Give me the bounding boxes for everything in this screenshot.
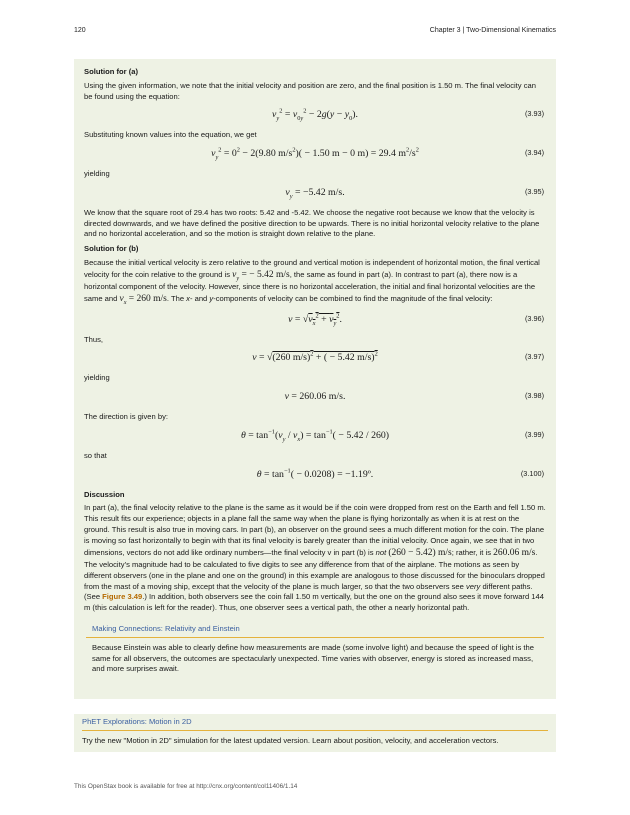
equation-3-95-math: $v_y = -5.42$ m/s. — [285, 186, 345, 200]
equation-number: (3.99) — [524, 429, 544, 439]
so-that-text: so that — [84, 450, 107, 460]
discussion-heading: Discussion — [84, 489, 125, 499]
yielding-text: yielding — [84, 373, 110, 383]
solution-box — [74, 59, 556, 699]
phet-title: PhET Explorations: Motion in 2D — [82, 717, 548, 731]
inline-math-vy: $v_y$ = − 5.42 m/s — [232, 269, 290, 282]
inline-math-result: 260.06 m/s — [493, 547, 536, 558]
direction-text: The direction is given by: — [84, 412, 168, 422]
solution-a-para1: Using the given information, we note that the initial velocity and position are zero, and the final position is 1.50 m. The final velocity can be found using the equation: — [84, 80, 536, 101]
connections-body: Because Einstein was able to clearly define how measurements are made (some involve light) and because the speed of light is the same for all observers, the outcomes are spectacularly unexpected. Time varies with observer, energy is stored as increased mass, and more surprises await. — [92, 642, 534, 674]
equation-3-95 — [84, 184, 546, 204]
thus-text: Thus, — [84, 334, 103, 344]
equation-3-99 — [84, 427, 546, 447]
connections-title: Making Connections: Relativity and Einstein — [86, 624, 544, 638]
inline-math-vx: $v_x = 260$ m/s — [119, 294, 167, 306]
solution-a-heading: Solution for (a) — [84, 67, 138, 76]
equation-3-93 — [84, 106, 546, 126]
phet-body: Try the new "Motion in 2D" simulation for the latest updated version. Learn about position, velocity, and acceleration vectors. — [82, 735, 499, 745]
equation-3-98-math: v = 260.06 m/s. — [284, 391, 346, 403]
equation-3-96 — [84, 311, 546, 331]
equation-3-97 — [84, 349, 546, 369]
equation-number: (3.97) — [524, 352, 544, 362]
footer-text: This OpenStax book is available for free at http://cnx.org/content/col11406/1.14 — [74, 783, 298, 790]
equation-3-98 — [84, 388, 546, 408]
solution-b-heading: Solution for (b) — [84, 244, 139, 254]
equation-3-94 — [84, 145, 546, 165]
equation-3-93-math: $v_y^2 = v_{0y}^2 - 2g(y - y_0)$. — [272, 108, 358, 123]
equation-3-99-math: $\theta = \tan^{-1}(v_y / v_x) = \tan^{-1}( - 5.42 / 260)$ — [240, 428, 390, 443]
connections-box — [86, 624, 544, 675]
figure-3-49-link[interactable]: Figure 3.49 — [102, 592, 143, 602]
inline-math-sum: (260 − 5.42) m/s — [388, 547, 452, 558]
equation-number: (3.96) — [524, 313, 544, 323]
equation-3-96-math: $v = √v_x^2 + v_y^2$. — [288, 312, 342, 327]
solution-b-para1: Because the initial vertical velocity is zero relative to the ground and vertical motion is independent of horizontal motion, the final vertical velocity for the coin relative to the ground is $v_y$ = − 5.42 m/s, the same as found in part (a). In contrast to part (a), there now is a horizontal component of the velocity. However, since there is no horizontal acceleration, the initial and final horizontal velocities are the same and $v_x = 260$ m/s. The x- and y-components of velocity can be combined to find the magnitude of the final velocity: — [84, 258, 540, 306]
equation-3-94-math: $v_y^2 = 0^2 - 2(9.80$ $m/s^2)( - 1.50$ m − 0 m) = 29.4 $m^2/s^2$ — [211, 146, 419, 162]
chapter-title: Chapter 3 | Two-Dimensional Kinematics — [429, 27, 556, 34]
equation-3-100-math: $\theta = \tan^{-1}( - 0.0208)$ = −1.19º. — [256, 467, 374, 480]
equation-number: (3.95) — [524, 186, 544, 196]
equation-number: (3.93) — [524, 109, 544, 119]
solution-a-para2: Substituting known values into the equation, we get — [84, 130, 257, 140]
equation-3-100 — [84, 466, 546, 486]
discussion-paragraph: In part (a), the final velocity relative to the plane is the same as it would be if the coin were dropped from rest on the Earth and fell 1.50 m. This result fits our experience; objects in a plane fall the same way when the plane is flying horizontally as when it is at rest on the ground. This result is also true in moving cars. In part (b), an observer on the ground sees a much different motion for the coin. The plane is moving so fast horizontally to begin with that its final velocity is barely greater than the initial velocity. Once again, we see that in two dimensions, vectors do not add like ordinary numbers—the final velocity v in part (b) is not (260 − 5.42) m/s; rather, it is 260.06 m/s. The velocity’s magnitude had to be calculated to five digits to see any difference from that of the airplane. The motions as seen by different observers (one in the plane and one on the ground) in this example are analogous to those discussed for the binoculars dropped from the mast of a moving ship, except that the velocity of the plane is much larger, so that the two observers see very different paths. (See Figure 3.49.) In addition, both observers see the coin fall 1.50 m vertically, but the one on the ground also sees it move forward 144 m (this calculation is left for the reader). Thus, one observer sees a vertical path, the other a nearly horizontal path. — [84, 503, 546, 613]
equation-number: (3.98) — [524, 391, 544, 401]
equation-number: (3.100) — [520, 468, 544, 478]
equation-number: (3.94) — [524, 148, 544, 158]
solution-a-para3: We know that the square root of 29.4 has two roots: 5.42 and -5.42. We choose the negative root because we know that the velocity is directed downwards, and we have defined the positive direction to be upwards. There is no initial horizontal velocity relative to the plane and no horizontal acceleration, and so the motion is straight down relative to the plane. — [84, 207, 540, 239]
equation-3-97-math: v = √(260 m/s)$^2$ + ( − 5.42 m/s)$^2$ — [252, 351, 378, 364]
page-number: 120 — [74, 27, 86, 34]
yielding-text: yielding — [84, 169, 110, 179]
phet-box — [74, 714, 556, 752]
